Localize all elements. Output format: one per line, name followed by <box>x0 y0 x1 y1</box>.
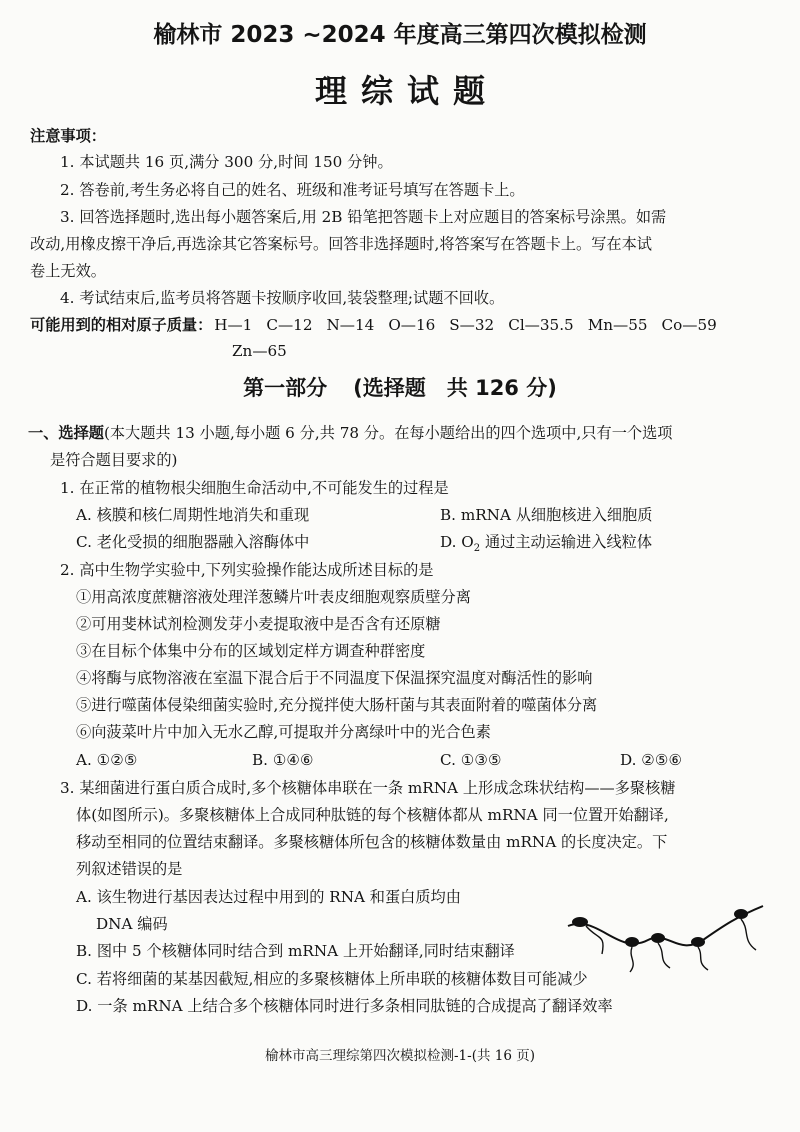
q3-option-b: B. 图中 5 个核糖体同时结合到 mRNA 上开始翻译,同时结束翻译 <box>76 942 515 960</box>
q1-option-d: D. $O_2$ 通过主动运输进入线粒体 <box>440 533 653 555</box>
section-desc: (本大题共 13 小题,每小题 6 分,共 78 分。在每小题给出的四个选项中,只有一个选项 <box>103 424 673 442</box>
q2-option-a: A. ①②⑤ <box>76 751 138 769</box>
notice-item: 4. 考试结束后,监考员将答题卡按顺序收回,装袋整理;试题不回收。 <box>60 289 505 307</box>
question-3-stem-cont: 列叙述错误的是 <box>76 860 183 878</box>
atomic-mass: O—16 <box>388 316 436 334</box>
section-desc-cont: 是符合题目要求的) <box>50 451 178 469</box>
q1-option-c: C. 老化受损的细胞器融入溶酶体中 <box>76 533 310 551</box>
peptide-chain <box>698 947 708 970</box>
q2-item: ⑥向菠菜叶片中加入无水乙醇,可提取并分离绿叶中的光合色素 <box>76 723 491 741</box>
exam-title: 榆林市 2023 ~2024 年度高三第四次模拟检测 <box>153 22 647 48</box>
notice-item: 卷上无效。 <box>30 262 106 280</box>
peptide-chain <box>658 943 670 968</box>
notice-item: 3. 回答选择题时,选出每小题答案后,用 2B 铅笔把答题卡上对应题目的答案标号涂黑。如需 <box>60 208 667 226</box>
notice-item: 2. 答卷前,考生务必将自己的姓名、班级和准考证号填写在答题卡上。 <box>60 181 525 199</box>
polyribosome-figure <box>558 896 768 976</box>
question-1-stem: 1. 在正常的植物根尖细胞生命活动中,不可能发生的过程是 <box>60 479 449 497</box>
section-intro <box>28 424 672 443</box>
notice-heading: 注意事项： <box>30 127 106 145</box>
q2-item: ⑤进行噬菌体侵染细菌实验时,充分搅拌使大肠杆菌与其表面附着的噬菌体分离 <box>76 696 598 714</box>
atomic-mass: H—1 <box>214 316 253 334</box>
atomic-mass: Cl—35.5 <box>508 316 574 334</box>
part-one-heading <box>0 372 800 402</box>
ribosome <box>572 917 588 927</box>
atomic-masses-row <box>30 316 731 335</box>
q3-option-c: C. 若将细菌的某基因截短,相应的多聚核糖体上所串联的核糖体数目可能减少 <box>76 970 588 988</box>
part-one-subtitle: (选择题 共 126 分) <box>353 376 557 400</box>
q1-option-b: B. mRNA 从细胞核进入细胞质 <box>440 506 653 524</box>
q3-option-a-cont: DNA 编码 <box>96 915 168 933</box>
q3-option-d: D. 一条 mRNA 上结合多个核糖体同时进行多条相同肽链的合成提高了翻译效率 <box>76 997 613 1015</box>
notice-item: 改动,用橡皮擦干净后,再选涂其它答案标号。回答非选择题时,将答案写在答题卡上。写在本试 <box>30 235 652 253</box>
atomic-mass: C—12 <box>266 316 313 334</box>
atomic-mass: Co—59 <box>661 316 717 334</box>
ribosome <box>651 933 665 943</box>
q2-option-b: B. ①④⑥ <box>252 751 314 769</box>
question-2-stem: 2. 高中生物学实验中,下列实验操作能达成所述目标的是 <box>60 561 434 579</box>
atomic-mass: S—32 <box>449 316 495 334</box>
q3-option-a: A. 该生物进行基因表达过程中用到的 RNA 和蛋白质均由 <box>76 888 461 906</box>
q2-item: ③在目标个体集中分布的区域划定样方调查种群密度 <box>76 642 426 660</box>
question-3-stem: 3. 某细菌进行蛋白质合成时,多个核糖体串联在一条 mRNA 上形成念珠状结构——多聚核糖 <box>60 779 676 797</box>
q2-option-d: D. ②⑤⑥ <box>620 751 683 769</box>
page-footer: 榆林市高三理综第四次模拟检测-1-(共 16 页) <box>264 1048 535 1064</box>
notice-item: 1. 本试题共 16 页,满分 300 分,时间 150 分钟。 <box>60 153 393 171</box>
atomic-mass: Mn—55 <box>587 316 648 334</box>
peptide-chain <box>741 919 756 950</box>
exam-subject: 理综试题 <box>314 72 499 110</box>
atomic-mass: N—14 <box>326 316 375 334</box>
q2-item: ④将酶与底物溶液在室温下混合后于不同温度下保温探究温度对酶活性的影响 <box>76 669 593 687</box>
question-3-stem-cont: 体(如图所示)。多聚核糖体上合成同种肽链的每个核糖体都从 mRNA 同一位置开始翻译, <box>76 806 669 824</box>
peptide-chain <box>630 947 633 972</box>
atomic-masses-label: 可能用到的相对原子质量： <box>30 316 213 334</box>
part-one-title: 第一部分 <box>243 376 328 400</box>
section-label: 一、选择题 <box>28 424 104 442</box>
ribosome <box>734 909 748 919</box>
q2-item: ②可用斐林试剂检测发芽小麦提取液中是否含有还原糖 <box>76 615 441 633</box>
q2-option-c: C. ①③⑤ <box>440 751 502 769</box>
q2-item: ①用高浓度蔗糖溶液处理洋葱鳞片叶表皮细胞观察质壁分离 <box>76 588 471 606</box>
question-3-stem-cont: 移动至相同的位置结束翻译。多聚核糖体所包含的核糖体数量由 mRNA 的长度决定。下 <box>76 833 668 851</box>
ribosome <box>691 937 705 947</box>
q1-option-a: A. 核膜和核仁周期性地消失和重现 <box>76 506 310 524</box>
mrna-strand <box>568 906 763 945</box>
ribosome <box>625 937 639 947</box>
atomic-mass: Zn—65 <box>232 342 287 360</box>
